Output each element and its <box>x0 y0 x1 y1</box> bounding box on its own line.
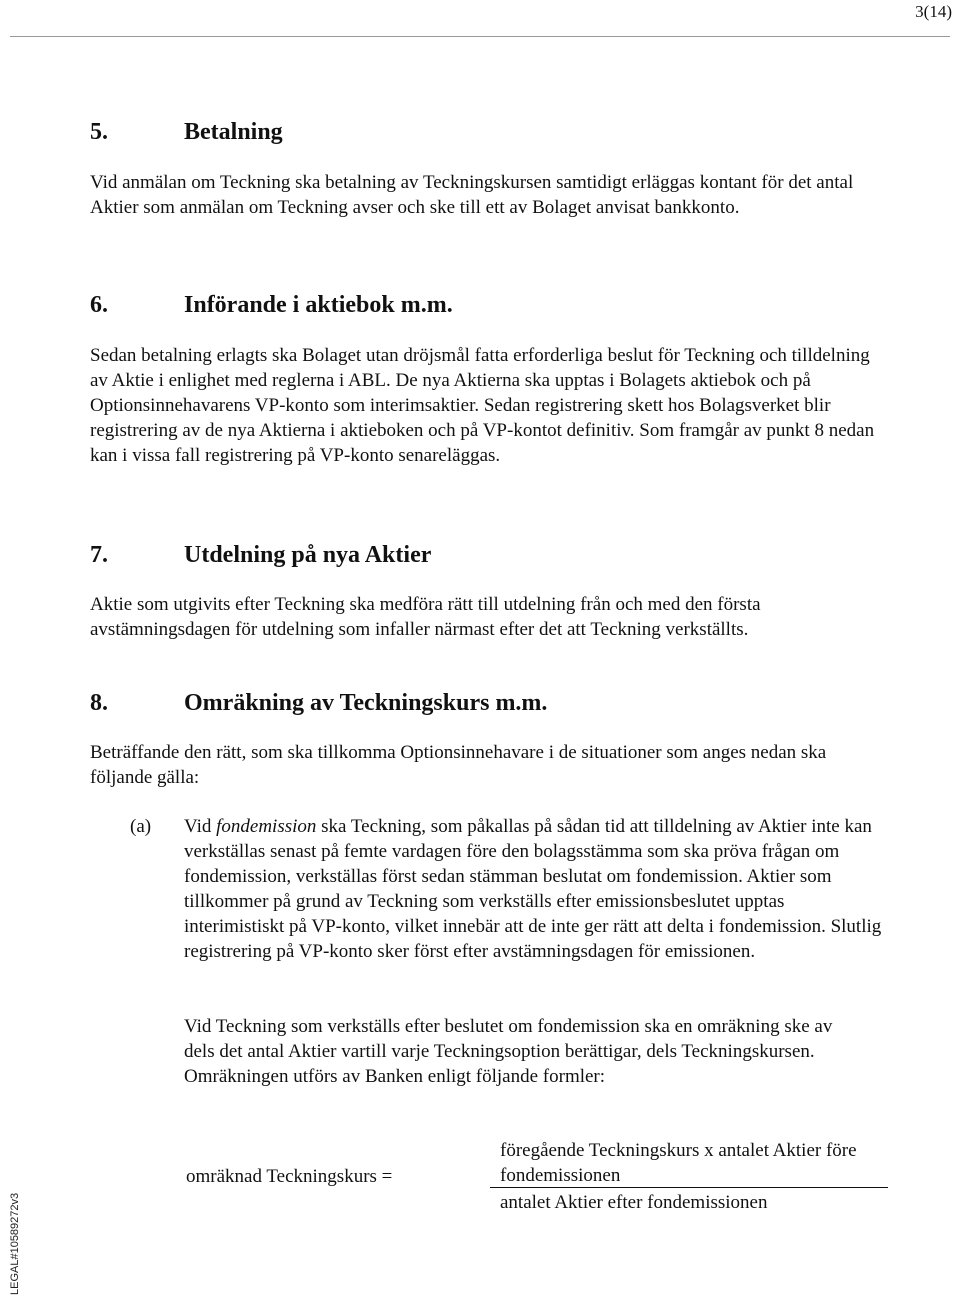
header-rule <box>10 36 950 37</box>
section-7-number: 7. <box>90 542 108 568</box>
section-7-title: Utdelning på nya Aktier <box>184 542 432 568</box>
section-5-heading <box>90 117 283 147</box>
section-6-number: 6. <box>90 292 108 318</box>
document-reference: LEGAL#10589272v3 <box>9 1192 21 1295</box>
item-a-paragraph-1 <box>184 814 884 964</box>
section-5-number: 5. <box>90 119 108 145</box>
section-8-number: 8. <box>90 690 108 716</box>
formula-numerator: föregående Teckningskurs x antalet Aktier före fondemissionen <box>500 1140 857 1186</box>
page-number: 3(14) <box>915 2 952 21</box>
section-8-title: Omräkning av Teckningskurs m.m. <box>184 690 548 716</box>
section-6-body: Sedan betalning erlagts ska Bolaget utan dröjsmål fatta erforderliga beslut för Teckning och tilldelning av Aktie i enlighet med reglerna i ABL. De nya Aktierna ska upptas i Bolagets aktiebok och på Optionsinnehavarens VP-konto som interimsaktier. Sedan registrering skett hos Bolagsverket blir registrering av de nya Aktierna i aktieboken och på VP-kontot definitiv. Som framgår av punkt 8 nedan kan i vissa fall registrering på VP-konto senareläggas. <box>90 345 875 466</box>
formula-denominator: antalet Aktier efter fondemissionen <box>500 1192 768 1213</box>
section-7-heading <box>90 540 431 570</box>
section-8-intro: Beträffande den rätt, som ska tillkomma Optionsinnehavare i de situationer som anges nedan ska följande gälla: <box>90 742 827 788</box>
item-a-text-pre: Vid <box>184 816 217 837</box>
section-5-body: Vid anmälan om Teckning ska betalning av Teckningskursen samtidigt erläggas kontant för det antal Aktier som anmälan om Teckning avser och ske till ett av Bolaget anvisat bankkonto. <box>90 172 854 218</box>
formula-fraction-line <box>490 1187 888 1188</box>
section-6-title: Införande i aktiebok m.m. <box>184 292 453 318</box>
item-a-emphasis: fondemission <box>216 816 317 837</box>
item-a-label: (a) <box>130 816 152 837</box>
formula-lhs: omräknad Teckningskurs = <box>186 1166 393 1187</box>
item-a-paragraph-2: Vid Teckning som verkställs efter beslutet om fondemission ska en omräkning ske av dels det antal Aktier vartill varje Teckningsoption berättigar, dels Teckningskursen. Omräkningen utförs av Banken enligt följande formler: <box>184 1016 833 1087</box>
item-a-text-post: ska Teckning, som påkallas på sådan tid att tilldelning av Aktier inte kan verkställas senast på femte vardagen före den bolagsstämma som ska pröva frågan om fondemission, verkställas först sedan stämman beslutat om fondemission. Aktier som tillkommer på grund av Teckning som verkställs efter emissionsbeslutet upptas interimistiskt på VP-konto, vilket innebär att de inte ger rätt att delta i fondemission. Slutlig registrering på VP-konto sker först efter avstämningsdagen för emissionen. <box>184 816 882 962</box>
section-6-heading <box>90 290 453 320</box>
section-7-body: Aktie som utgivits efter Teckning ska medföra rätt till utdelning från och med den första avstämningsdagen för utdelning som infaller närmast efter det att Teckning verkställts. <box>90 594 761 640</box>
section-5-title: Betalning <box>184 119 283 145</box>
section-8-heading <box>90 688 547 718</box>
